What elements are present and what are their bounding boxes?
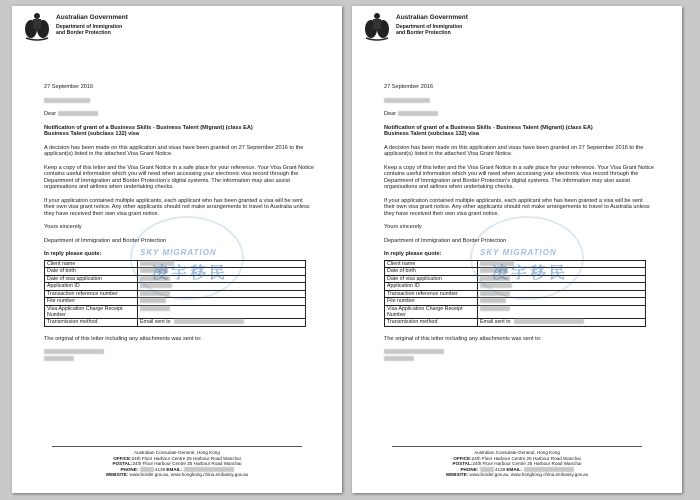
coat-of-arms-icon [362,12,392,42]
reference-value [478,260,646,268]
reference-label: Visa Application Charge Receipt Number [45,305,138,319]
reference-row [45,290,306,298]
reference-value [138,275,306,283]
department-name-line2: and Border Protection [396,30,451,36]
reference-table [44,260,306,327]
reference-value [478,298,646,306]
subject-line-2: Business Talent (subclass 132) visa [44,131,140,137]
reference-value [478,305,646,319]
reference-label: File number [45,298,138,306]
redacted-value [140,306,170,311]
paragraph-multiple-applicants: If your application contained multiple applicants, each applicant who has been granted a visa will be sent their own visa grant notice. Any other applicants should not make arrangements to travel to Australia unless they have received their own visa grant notice. [384,197,650,217]
redacted-value [514,319,584,324]
redacted-value [140,283,172,288]
reference-table [384,260,646,327]
coat-of-arms-icon [22,12,52,42]
footer-website: WEBSITE: www.border.gov.au, www.hongkong.china.embassy.gov.au [445,472,589,478]
redacted-address-1 [44,349,104,354]
reference-label: Transaction reference number [45,290,138,298]
letter-footer [352,446,682,478]
footer-postal: POSTAL:24th Floor Harbour Centre 25 Harbour Road Wanchai [452,461,582,467]
redacted-address-2 [44,356,74,361]
reference-value [478,290,646,298]
redacted-value [174,319,244,324]
reference-label: Application ID [45,283,138,291]
reference-row [385,283,646,291]
reference-row [45,305,306,319]
letter-page-left [12,6,342,493]
footer-divider [52,446,302,447]
reference-row [385,305,646,319]
redacted-name [58,111,98,116]
redacted-value [140,268,168,273]
redacted-value [140,261,174,266]
reference-row [385,268,646,276]
footer-phone-email: PHONE: 4139 EMAIL: [352,467,682,473]
reference-row [45,319,306,327]
reference-row [45,283,306,291]
reference-value [138,283,306,291]
redacted-value [480,306,510,311]
paragraph-multiple-applicants: If your application contained multiple applicants, each applicant who has been granted a visa will be sent their own visa grant notice. Any other applicants should not make arrangements to travel to Australia unless they have received their own visa grant notice. [44,197,310,217]
reference-row [45,268,306,276]
reference-label: Client name [385,260,478,268]
letter-body [44,84,314,369]
reference-value [138,260,306,268]
reference-label: Date of birth [385,268,478,276]
salutation: Dear [44,111,57,117]
reference-label: File number [385,298,478,306]
department-name-line2: and Border Protection [56,30,111,36]
redacted-address-2 [384,356,414,361]
reference-label: Transmission method [385,319,478,327]
footer-office: OFFICE:24th Floor Harbour Centre 25 Harbour Road Wanchai [453,455,581,461]
department-name-line1: Department of Immigration [396,24,463,30]
subject-heading [44,125,314,138]
reference-row [45,260,306,268]
salutation: Dear [384,111,397,117]
subject-line-1: Notification of grant of a Business Skills - Business Talent (Migrant) (class EA) [384,124,593,131]
signoff: Department of Immigration and Border Protection [384,237,507,244]
reference-value [138,298,306,306]
footer-office: OFFICE:24th Floor Harbour Centre 25 Harbour Road Wanchai [113,455,241,461]
original-sent-note: The original of this letter including any attachments was sent to: [384,335,542,342]
redacted-value [480,268,508,273]
footer-consulate: Australian Consulate-General, Hong Kong [474,450,560,455]
closing: Yours sincerely [384,224,422,230]
redacted-value [480,261,514,266]
signoff: Department of Immigration and Border Protection [44,237,167,244]
subject-line-2: Business Talent (subclass 132) visa [384,131,480,137]
subject-line-1: Notification of grant of a Business Skills - Business Talent (Migrant) (class EA) [44,124,253,131]
reference-row [385,260,646,268]
paragraph-decision: A decision has been made on this application and visas have been granted on 27 September 2016 to the applicant(s) listed in the attached Visa Grant Notice. [384,144,644,157]
reference-row [45,275,306,283]
reference-row [385,319,646,327]
reference-value [478,283,646,291]
reference-label: Date of visa application [385,275,478,283]
watermark-english: SKY MIGRATION [480,248,557,257]
reference-label: Date of visa application [45,275,138,283]
reference-value [478,275,646,283]
reference-value [138,268,306,276]
watermark-chinese: 凌宇移民 [152,265,229,282]
footer-postal: POSTAL:24th Floor Harbour Centre 25 Harbour Road Wanchai [112,461,242,467]
reference-row [385,275,646,283]
paragraph-keep-copy: Keep a copy of this letter and the Visa Grant Notice in a safe place for your reference. Your Visa Grant Notice contains useful information which you will need when accessing your electronic visa record through the Department of Immigration and Border Protection's digital systems. The information may also assist organisations and airlines when undertaking checks. [384,164,654,190]
footer-divider [392,446,642,447]
reference-row [385,298,646,306]
footer-website: WEBSITE: www.border.gov.au, www.hongkong.china.embassy.gov.au [105,472,249,478]
redacted-recipient [384,98,430,103]
reference-label: Visa Application Charge Receipt Number [385,305,478,319]
government-name: Australian Government [56,14,128,21]
reference-label: Date of birth [45,268,138,276]
reference-row [385,290,646,298]
reference-value: Email sent to [138,319,306,327]
redacted-value [140,291,170,296]
watermark-english: SKY MIGRATION [140,248,217,257]
letter-body [384,84,654,369]
redacted-value [480,298,506,303]
department-name-line1: Department of Immigration [56,24,123,30]
reference-label: Transmission method [45,319,138,327]
government-name: Australian Government [396,14,468,21]
paragraph-decision: A decision has been made on this application and visas have been granted on 27 September 2016 to the applicant(s) listed in the attached Visa Grant Notice. [44,144,304,157]
reference-row [45,298,306,306]
watermark-chinese: 凌宇移民 [492,265,569,282]
letter-footer [12,446,342,478]
footer-consulate: Australian Consulate-General, Hong Kong [134,450,220,455]
redacted-value [480,276,510,281]
reference-label: Transaction reference number [385,290,478,298]
quote-heading: In reply please quote: [44,251,102,257]
redacted-recipient [44,98,90,103]
paragraph-keep-copy: Keep a copy of this letter and the Visa Grant Notice in a safe place for your reference. Your Visa Grant Notice contains useful information which you will need when accessing your electronic visa record through the Department of Immigration and Border Protection's digital systems. The information may also assist organisations and airlines when undertaking checks. [44,164,314,190]
letter-date: 27 September 2016 [384,84,434,90]
reference-value: Email sent to [478,319,646,327]
redacted-address-1 [384,349,444,354]
reference-label: Application ID [385,283,478,291]
letter-date: 27 September 2016 [44,84,94,90]
redacted-value [140,276,170,281]
reference-value [138,290,306,298]
reference-label: Client name [45,260,138,268]
redacted-value [480,291,510,296]
reference-value [478,268,646,276]
letter-page-right [352,6,682,493]
closing: Yours sincerely [44,224,82,230]
redacted-name [398,111,438,116]
redacted-value [480,283,512,288]
quote-heading: In reply please quote: [384,251,442,257]
original-sent-note: The original of this letter including any attachments was sent to: [44,335,202,342]
redacted-value [140,298,166,303]
reference-value [138,305,306,319]
subject-heading [384,125,654,138]
footer-phone-email: PHONE: 4139 EMAIL: [12,467,342,473]
